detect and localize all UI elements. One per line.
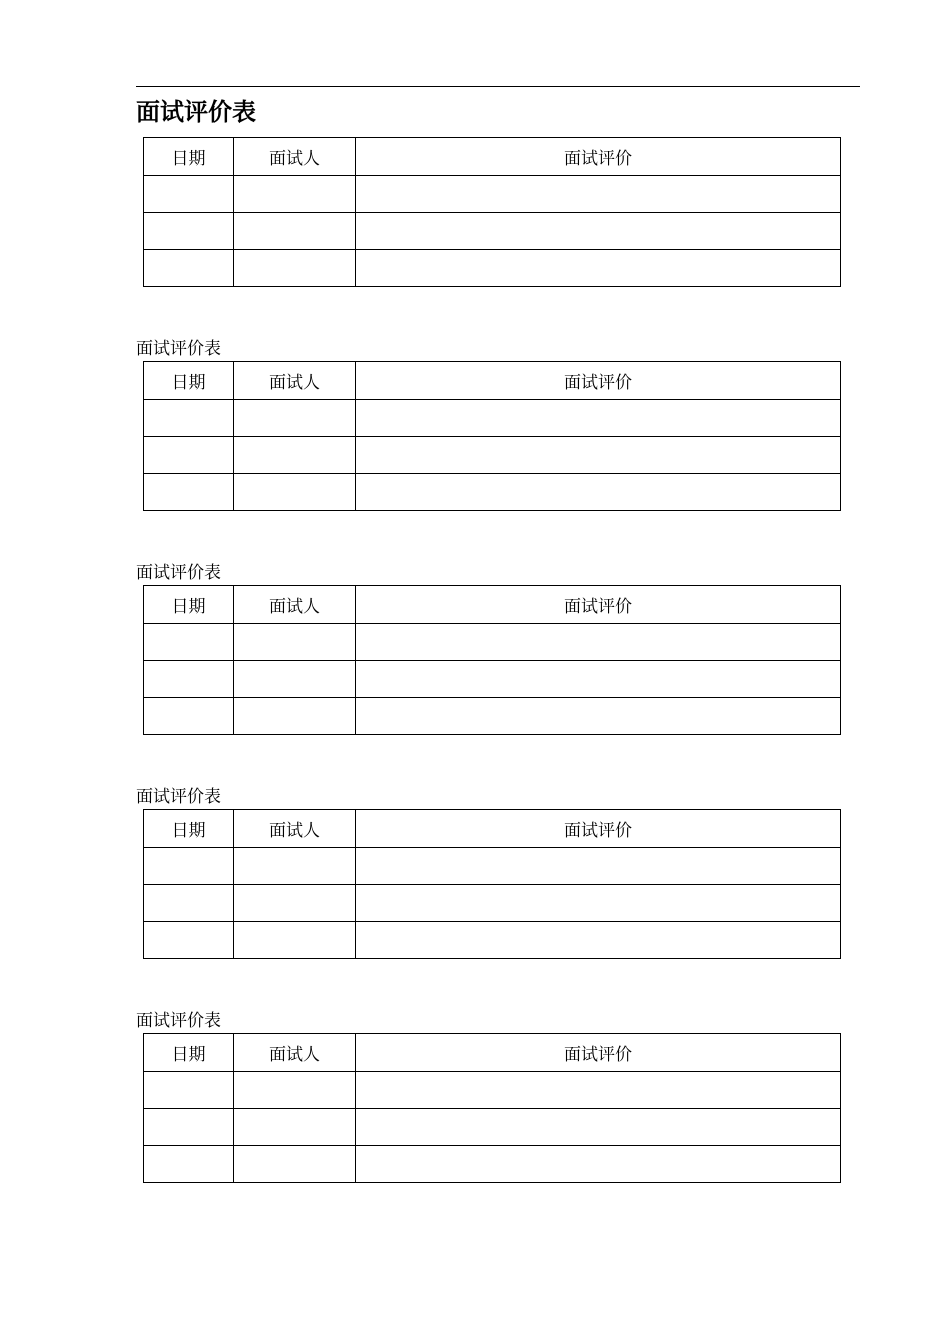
column-header-interviewer: 面试人	[234, 810, 356, 848]
interviewer-cell[interactable]	[234, 848, 356, 885]
column-header-evaluation: 面试评价	[356, 362, 841, 400]
interviewer-cell[interactable]	[234, 176, 356, 213]
interviewer-cell[interactable]	[234, 213, 356, 250]
table-header-row	[144, 586, 841, 624]
evaluation-cell[interactable]	[356, 885, 841, 922]
column-header-date: 日期	[144, 586, 234, 624]
table-row	[144, 437, 841, 474]
date-cell[interactable]	[144, 922, 234, 959]
evaluation-cell[interactable]	[356, 400, 841, 437]
evaluation-table	[143, 137, 841, 287]
interviewer-cell[interactable]	[234, 1072, 356, 1109]
header-rule	[136, 86, 860, 87]
column-header-evaluation: 面试评价	[356, 586, 841, 624]
interviewer-cell[interactable]	[234, 437, 356, 474]
table-row	[144, 250, 841, 287]
evaluation-cell[interactable]	[356, 661, 841, 698]
interviewer-cell[interactable]	[234, 624, 356, 661]
evaluation-cell[interactable]	[356, 437, 841, 474]
form-title: 面试评价表	[136, 787, 221, 807]
table-row	[144, 1072, 841, 1109]
interviewer-cell[interactable]	[234, 661, 356, 698]
table-row	[144, 213, 841, 250]
interviewer-cell[interactable]	[234, 698, 356, 735]
form-title: 面试评价表	[136, 1011, 221, 1031]
evaluation-cell[interactable]	[356, 698, 841, 735]
table-row	[144, 848, 841, 885]
table-row	[144, 1146, 841, 1183]
evaluation-cell[interactable]	[356, 250, 841, 287]
form-title: 面试评价表	[136, 97, 256, 126]
interviewer-cell[interactable]	[234, 1146, 356, 1183]
evaluation-table	[143, 585, 841, 735]
table-header-row	[144, 810, 841, 848]
interviewer-cell[interactable]	[234, 1109, 356, 1146]
interviewer-cell[interactable]	[234, 474, 356, 511]
date-cell[interactable]	[144, 176, 234, 213]
date-cell[interactable]	[144, 624, 234, 661]
interviewer-cell[interactable]	[234, 922, 356, 959]
evaluation-cell[interactable]	[356, 624, 841, 661]
column-header-interviewer: 面试人	[234, 586, 356, 624]
table-row	[144, 624, 841, 661]
date-cell[interactable]	[144, 213, 234, 250]
table-row	[144, 400, 841, 437]
evaluation-table	[143, 1033, 841, 1183]
column-header-interviewer: 面试人	[234, 138, 356, 176]
evaluation-cell[interactable]	[356, 474, 841, 511]
date-cell[interactable]	[144, 1109, 234, 1146]
interviewer-cell[interactable]	[234, 250, 356, 287]
date-cell[interactable]	[144, 250, 234, 287]
evaluation-table	[143, 809, 841, 959]
column-header-date: 日期	[144, 138, 234, 176]
table-row	[144, 661, 841, 698]
date-cell[interactable]	[144, 1146, 234, 1183]
table-row	[144, 698, 841, 735]
column-header-interviewer: 面试人	[234, 362, 356, 400]
table-header-row	[144, 1034, 841, 1072]
column-header-date: 日期	[144, 810, 234, 848]
column-header-evaluation: 面试评价	[356, 810, 841, 848]
evaluation-cell[interactable]	[356, 176, 841, 213]
date-cell[interactable]	[144, 885, 234, 922]
table-row	[144, 1109, 841, 1146]
table-header-row	[144, 362, 841, 400]
evaluation-table	[143, 361, 841, 511]
form-title: 面试评价表	[136, 563, 221, 583]
evaluation-cell[interactable]	[356, 1109, 841, 1146]
evaluation-cell[interactable]	[356, 848, 841, 885]
column-header-date: 日期	[144, 362, 234, 400]
evaluation-cell[interactable]	[356, 1072, 841, 1109]
date-cell[interactable]	[144, 474, 234, 511]
evaluation-cell[interactable]	[356, 1146, 841, 1183]
date-cell[interactable]	[144, 1072, 234, 1109]
date-cell[interactable]	[144, 437, 234, 474]
interviewer-cell[interactable]	[234, 400, 356, 437]
evaluation-cell[interactable]	[356, 922, 841, 959]
table-row	[144, 474, 841, 511]
column-header-date: 日期	[144, 1034, 234, 1072]
interviewer-cell[interactable]	[234, 885, 356, 922]
evaluation-cell[interactable]	[356, 213, 841, 250]
date-cell[interactable]	[144, 661, 234, 698]
table-row	[144, 922, 841, 959]
table-row	[144, 176, 841, 213]
form-title: 面试评价表	[136, 339, 221, 359]
date-cell[interactable]	[144, 698, 234, 735]
table-row	[144, 885, 841, 922]
column-header-evaluation: 面试评价	[356, 138, 841, 176]
table-header-row	[144, 138, 841, 176]
column-header-evaluation: 面试评价	[356, 1034, 841, 1072]
date-cell[interactable]	[144, 400, 234, 437]
column-header-interviewer: 面试人	[234, 1034, 356, 1072]
date-cell[interactable]	[144, 848, 234, 885]
